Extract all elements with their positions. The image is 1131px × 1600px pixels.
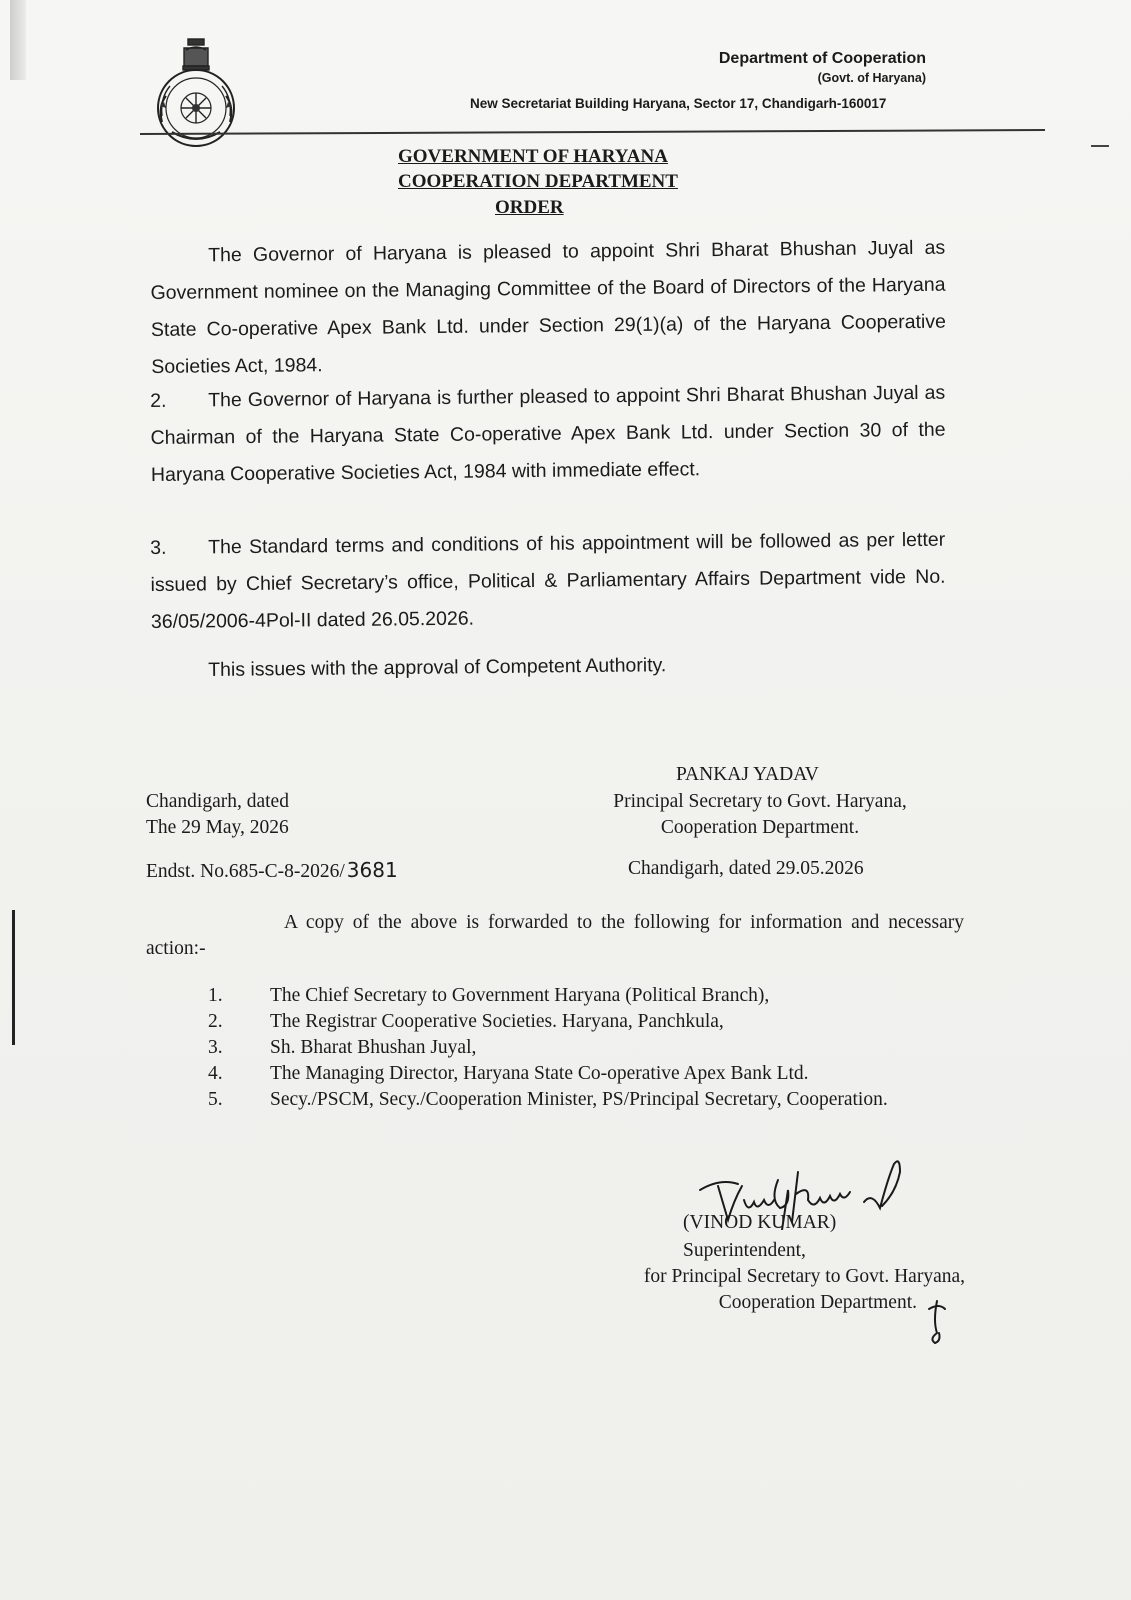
endorsement-date: Chandigarh, dated 29.05.2026: [628, 858, 864, 879]
list-item-text: The Registrar Cooperative Societies. Haryana, Panchkula,: [270, 1011, 724, 1032]
endorsement-signatory-name: (VINOD KUMAR): [683, 1212, 837, 1233]
list-item-number: 5.: [208, 1089, 223, 1110]
paragraph-2-text: The Governor of Haryana is further pleased to appoint Shri Bharat Bhushan Juyal as Chairman of the Haryana State Co-operative Apex Bank Ltd. under Section 30 of the Haryana Cooperative Societies Act, 1984 with immediate effect.: [150, 381, 946, 486]
letterhead-divider: [140, 129, 1045, 135]
govt-name: (Govt. of Haryana): [817, 71, 926, 85]
endorsement-handwritten-number: 3681: [346, 858, 398, 882]
list-item-text: Sh. Bharat Bhushan Juyal,: [270, 1037, 477, 1058]
list-item: [146, 1036, 966, 1060]
paragraph-1: The Governor of Haryana is pleased to appoint Shri Bharat Bhushan Juyal as Government nominee on the Managing Committee of the Board of Directors of the Haryana State Co-operative Apex Bank Ltd. under Section 29(1)(a) of the Haryana Cooperative Societies Act, 1984.: [150, 236, 947, 378]
endorsement-designation-line-1: Superintendent,: [683, 1240, 806, 1261]
order-date-line-2: The 29 May, 2026: [146, 817, 289, 838]
endorsement-designation-line-2: for Principal Secretary to Govt. Haryana,: [643, 1266, 965, 1287]
endorsement-prefix: Endst. No.685-C-8-2026/: [146, 861, 345, 882]
scan-margin-mark: [12, 910, 15, 1045]
list-item: [146, 1010, 966, 1034]
list-item: [146, 1088, 966, 1112]
haryana-emblem-icon: [150, 36, 242, 148]
order-signatory-name: PANKAJ YADAV: [676, 764, 819, 785]
paragraph-3-text: The Standard terms and conditions of his appointment will be followed as per letter issued by Chief Secretary’s office, Political & Parliamentary Affairs Department vide No. 36/05/2006-4Pol-II dated 26.05.2026.: [150, 528, 946, 633]
order-designation-line-1: Principal Secretary to Govt. Haryana,: [613, 791, 907, 812]
paragraph-4: This issues with the approval of Competent Authority.: [208, 654, 667, 681]
list-item-number: 4.: [208, 1063, 223, 1084]
paragraph-3-number: 3.: [150, 536, 167, 559]
list-item-text: The Chief Secretary to Government Haryana (Political Branch),: [270, 985, 770, 1006]
order-signatory-designation: [565, 789, 955, 841]
paragraph-3: [150, 522, 946, 641]
endorsement-designation-line-3: Cooperation Department.: [718, 1292, 917, 1313]
list-item-text: The Managing Director, Haryana State Co-operative Apex Bank Ltd.: [270, 1063, 809, 1084]
department-name: Department of Cooperation: [718, 50, 926, 67]
forward-text-content: A copy of the above is forwarded to the following for information and necessary action:-: [146, 912, 964, 959]
scan-margin-mark-right: [1091, 145, 1109, 147]
department-address: New Secretariat Building Haryana, Sector 17, Chandigarh-160017: [470, 96, 887, 111]
paragraph-2: [150, 375, 946, 494]
scan-edge-shadow: [10, 0, 26, 80]
list-item: [146, 984, 966, 1008]
paragraph-2-number: 2.: [150, 389, 167, 412]
heading-government: GOVERNMENT OF HARYANA: [398, 146, 668, 167]
heading-order: ORDER: [495, 197, 564, 218]
heading-department: COOPERATION DEPARTMENT: [398, 171, 678, 192]
list-item-number: 1.: [208, 985, 223, 1006]
list-item-text: Secy./PSCM, Secy./Cooperation Minister, PS/Principal Secretary, Cooperation.: [270, 1089, 888, 1110]
forward-text: [146, 910, 964, 962]
recipient-list: [146, 984, 966, 1114]
list-item-number: 2.: [208, 1011, 223, 1032]
list-item: [146, 1062, 966, 1086]
order-designation-line-2: Cooperation Department.: [660, 817, 860, 838]
initial-icon: [925, 1295, 949, 1345]
letterhead-block: [719, 50, 926, 85]
order-date-block: [146, 789, 289, 841]
order-date-line-1: Chandigarh, dated: [146, 791, 289, 812]
list-item-number: 3.: [208, 1037, 223, 1058]
endorsement-signatory-designation: [535, 1238, 965, 1316]
endorsement-number: [146, 858, 398, 883]
